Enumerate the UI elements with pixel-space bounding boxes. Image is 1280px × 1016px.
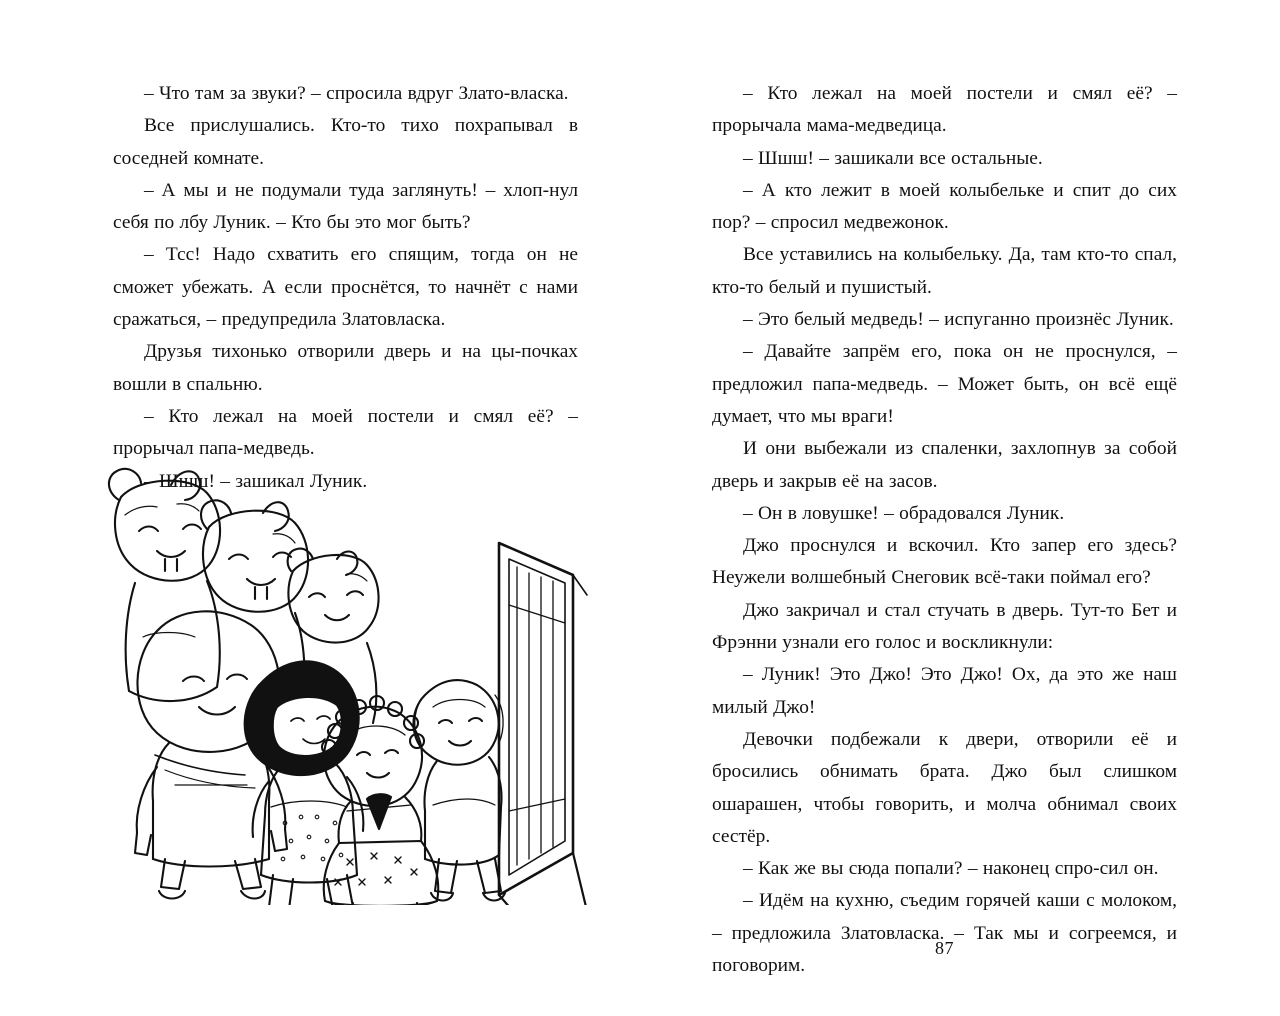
paragraph: – Что там за звуки? – спросила вдруг Злато-власка. xyxy=(144,83,569,104)
illustration-artwork xyxy=(95,455,615,905)
paragraph: – Луник! Это Джо! Это Джо! Ох, да это же наш милый Джо! xyxy=(712,664,1177,718)
paragraph: Все прислушались. Кто-то тихо похрапывал в соседней комнате. xyxy=(113,115,578,169)
paragraph: – Шшш! – зашикал Луник. xyxy=(144,470,368,492)
text-column-right xyxy=(712,78,1177,982)
paragraph: Джо закричал и стал стучать в дверь. Тут-то Бет и Фрэнни узнали его голос и воскликнули: xyxy=(712,599,1177,654)
text-column-left xyxy=(113,78,578,498)
paragraph: – Это белый медведь! – испуганно произнёс Луник. xyxy=(743,309,1174,331)
paragraph: – Кто лежал на моей постели и смял её? – прорычала мама-медведица. xyxy=(712,83,1177,137)
paragraph: – А кто лежит в моей колыбельке и спит до сих пор? – спросил медвежонок. xyxy=(712,179,1177,234)
paragraph: Все уставились на колыбельку. Да, там кто-то спал, кто-то белый и пушистый. xyxy=(712,244,1177,298)
paragraph: – Идём на кухню, съедим горячей каши с молоком, – предложила Златовласка. – Так мы и согреемся, и поговорим. xyxy=(712,890,1177,977)
paragraph: – Кто лежал на моей постели и смял её? – прорычал папа-медведь. xyxy=(113,405,578,460)
paragraph: – А мы и не подумали туда заглянуть! – хлоп-нул себя по лбу Луник. – Кто бы это мог быть? xyxy=(113,179,578,234)
paragraph: – Он в ловушке! – обрадовался Луник. xyxy=(743,502,1065,524)
paragraph: Джо проснулся и вскочил. Кто запер его здесь? Неужели волшебный Снеговик всё-таки поймал его? xyxy=(712,535,1177,589)
paragraph: Девочки подбежали к двери, отворили её и бросились обнимать брата. Джо был слишком ошарашен, чтобы говорить, и молча обнимал своих сестёр. xyxy=(712,728,1177,847)
paragraph: И они выбежали из спаленки, захлопнув за собой дверь и закрыв её на засов. xyxy=(712,438,1177,492)
paragraph: – Тсс! Надо схватить его спящим, тогда он не сможет убежать. А если проснётся, то начнёт с нами сражаться, – предупредила Златовласка. xyxy=(113,244,578,331)
page-number: 87 xyxy=(935,938,954,958)
bears-and-children-at-door-illustration xyxy=(95,455,615,905)
paragraph: Друзья тихонько отворили дверь и на цы-почках вошли в спальню. xyxy=(113,341,578,395)
paragraph: – Как же вы сюда попали? – наконец спро-сил он. xyxy=(743,858,1159,880)
paragraph: – Давайте запрём его, пока он не проснулся, – предложил папа-медведь. – Может быть, он всё ещё думает, что мы враги! xyxy=(712,341,1177,427)
paragraph: – Шшш! – зашикали все остальные. xyxy=(743,147,1043,169)
